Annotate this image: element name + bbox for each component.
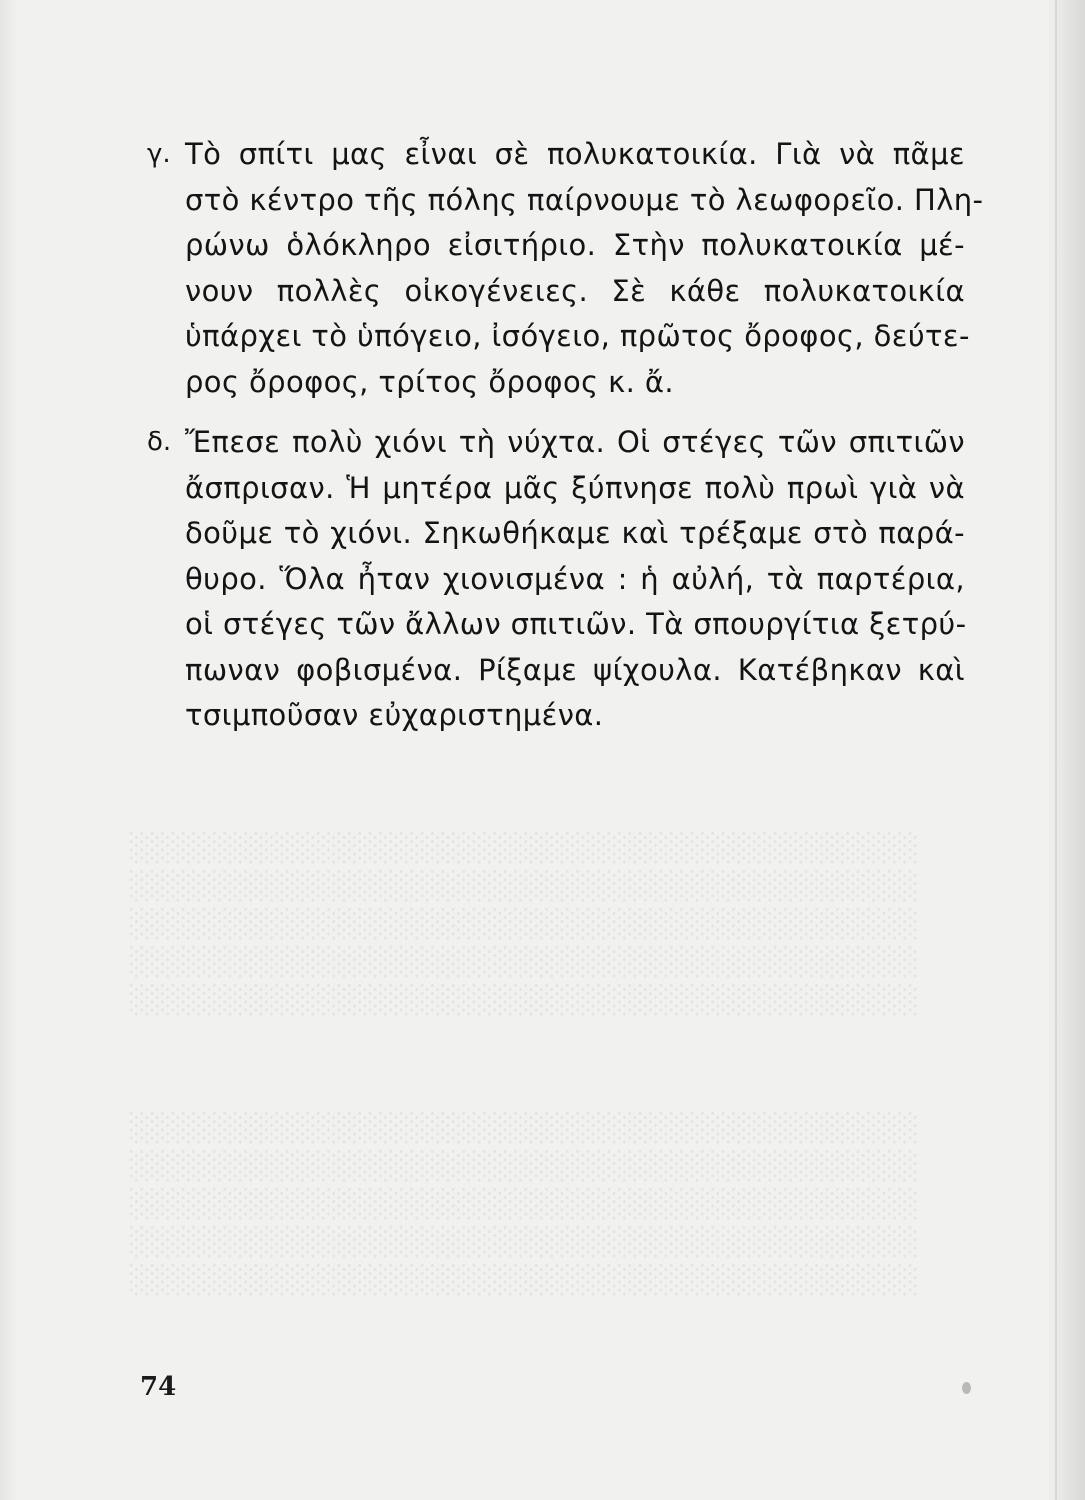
- page-shadow-left: [0, 0, 18, 1500]
- page-edge: [1055, 0, 1057, 1500]
- text-line: οἱ στέγες τῶν ἄλλων σπιτιῶν. Τὰ σπουργίτια ξετρύ-: [185, 607, 967, 641]
- page-shadow-right: [1045, 0, 1085, 1500]
- bleed-through-texture-upper: ░░░░░░░░░░░░░░░░░░░░░░░░░░░░░░░░░░░░░░ ░░░░░░░░░░░░░░░░░░░░░░░░░░░░░░░░░░░░░░ ░░░░░░░░░░░░░░░░░░░░░░░░░░░░░░░░░░░░░░ ░░░░░░░░░░░░░░░░░░░░░░░░░░░░░░░░░░░░░░ ░░░░░░░░░░░░░░░░░░░░░░░░░░░░░░░░░░░░░░: [130, 833, 920, 1016]
- text-line: δοῦμε τὸ χιόνι. Σηκωθήκαμε καὶ τρέξαμε στὸ παρά-: [185, 516, 965, 550]
- text-line: Τὸ σπίτι μας εἶναι σὲ πολυκατοικία. Γιὰ νὰ πᾶμε: [185, 137, 965, 171]
- paragraph-body: [185, 420, 965, 739]
- text-line: Ἔπεσε πολὺ χιόνι τὴ νύχτα. Οἱ στέγες τῶν σπιτιῶν: [185, 425, 965, 459]
- text-line: θυρο. Ὅλα ἦταν χιονισμένα : ἡ αὐλή, τὰ παρτέρια,: [185, 561, 965, 596]
- bleed-through-texture-lower: ░░░░░░░░░░░░░░░░░░░░░░░░░░░░░░░░░░░░░░ ░░░░░░░░░░░░░░░░░░░░░░░░░░░░░░░░░░░░░░ ░░░░░░░░░░░░░░░░░░░░░░░░░░░░░░░░░░░░░░ ░░░░░░░░░░░░░░░░░░░░░░░░░░░░░░░░░░░░░░ ░░░░░░░░░░░░░░░░░░░░░░░░░░░░░░░░░░░░░░: [130, 1113, 920, 1296]
- text-line: ὑπάρχει τὸ ὑπόγειο, ἰσόγειο, πρῶτος ὄροφος, δεύτε-: [185, 319, 970, 353]
- paragraph-marker: δ.: [147, 427, 172, 457]
- text-line: ρος ὄροφος, τρίτος ὄροφος κ. ἄ.: [185, 364, 675, 399]
- paragraph-marker: γ.: [147, 139, 171, 169]
- page-number: 74: [140, 1372, 177, 1402]
- text-line: ἄσπρισαν. Ἡ μητέρα μᾶς ξύπνησε πολὺ πρωὶ γιὰ νὰ: [185, 470, 965, 505]
- text-line: νουν πολλὲς οἰκογένειες. Σὲ κάθε πολυκατοικία: [185, 273, 965, 308]
- text-line: τσιμποῦσαν εὐχαριστημένα.: [185, 698, 604, 732]
- ink-speck: [962, 1382, 971, 1394]
- text-line: πωναν φοβισμένα. Ρίξαμε ψίχουλα. Κατέβηκαν καὶ: [185, 652, 965, 687]
- text-line: ρώνω ὁλόκληρο εἰσιτήριο. Στὴν πολυκατοικία μέ-: [185, 228, 965, 262]
- text-line: στὸ κέντρο τῆς πόλης παίρνουμε τὸ λεωφορεῖο. Πλη-: [185, 182, 984, 217]
- paragraph-body: [185, 132, 984, 405]
